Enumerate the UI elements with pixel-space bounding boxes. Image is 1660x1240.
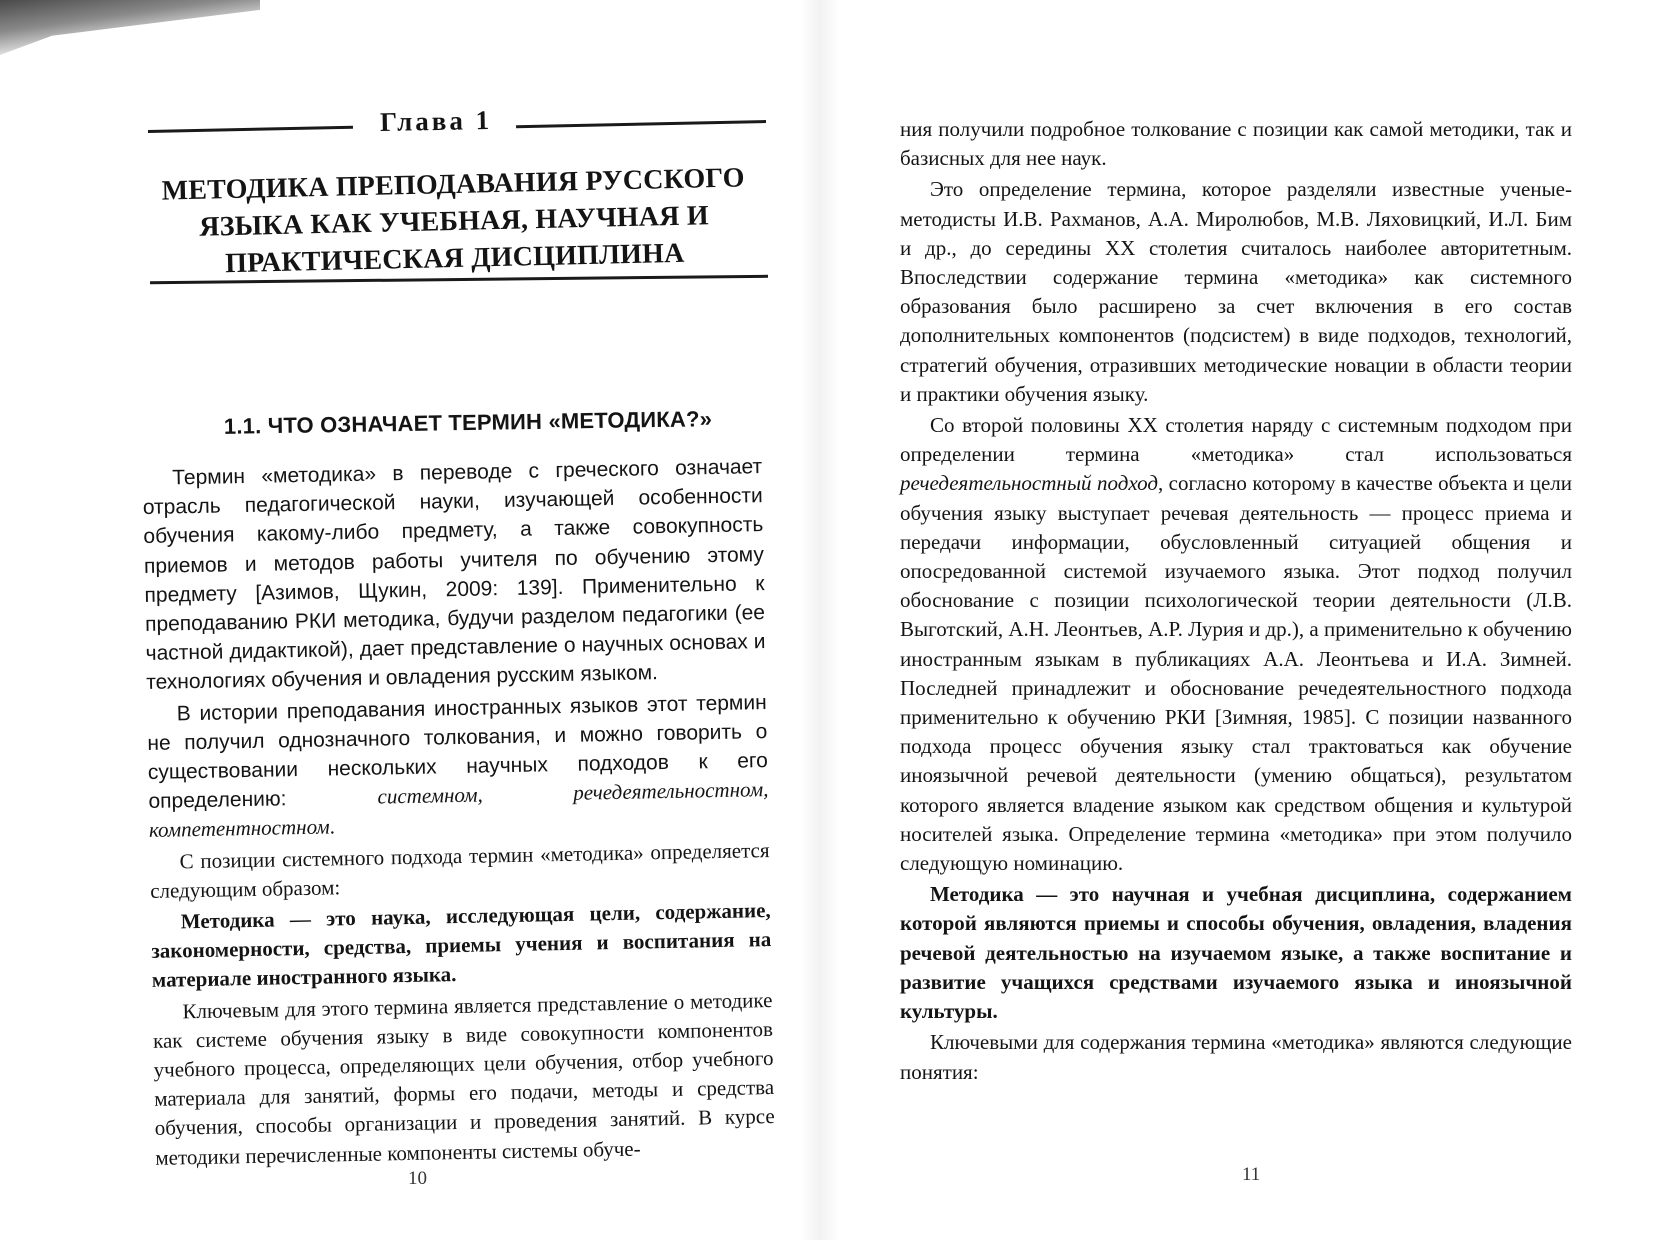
paragraph-text: В истории преподавания иностранных языков этот термин не получил однозначного толкования, и можно говорить о существовании нескольких научных подходов к его определению: — [147, 690, 769, 814]
paragraph: Ключевыми для содержания термина «методика» являются следующие понятия: — [900, 1030, 1572, 1084]
paragraph: Ключевым для этого термина является представление о методике как системе обучения языку в виде совокупности компонентов учебного процесса, определяющих цели обучения, отбор учебного материала для занятий, формы его подачи, методы и средства обучения, способы организации и проведения занятий. В курсе методики перечисленные компоненты системы обуче- — [152, 987, 775, 1170]
paragraph-text: . — [329, 814, 336, 839]
paragraph: С позиции системного подхода термин «методика» определяется следующим образом: — [149, 837, 770, 903]
paragraph-text: , согласно которому в качестве объекта и цели обучения языку выступает речевая деятельность — процесс приема и передачи информации, обусловленный ситуацией общения и опосредованной системой изучаемого языка. Этот подход получил обоснование с позиции психологической теории деятельности (Л.В. Выготский, А.Н. Леонтьев, А.Р. Лурия и др.), а применительно к обучению иностранным языкам в публикациях А.А. Леонтьева и И.А. Зимней. Последней принадлежит и обоснование речедеятельностного подхода применительно к обучению РКИ [Зимняя, 1985]. С позиции названного подхода процесс обучения языку стал трактоваться как обучение иноязычной речевой деятельности (умению общаться), результатом которого является владение языком как средством общения и культурой носителей языка. Определение термина «методика» при этом получило следующую номинацию. — [900, 471, 1572, 876]
page-number: 11 — [1242, 1164, 1261, 1185]
paragraph — [147, 688, 770, 846]
chapter-title: МЕТОДИКА ПРЕПОДАВАНИЯ РУССКОГО ЯЗЫКА КАК УЧЕБНАЯ, НАУЧНАЯ И ПРАКТИЧЕСКАЯ ДИСЦИПЛИНА — [161, 162, 746, 280]
paragraph: ния получили подробное толкование с позиции как самой методики, так и базисных для нее наук. — [900, 117, 1572, 171]
left-page-body — [142, 452, 776, 1175]
paragraph-text: Со второй половины XX столетия наряду с системным подходом при определении термина «методика» стал использоваться — [900, 413, 1572, 467]
right-page-body — [900, 115, 1572, 1089]
paragraph-italic: речедеятельностный подход — [900, 471, 1158, 496]
paragraph — [900, 411, 1572, 878]
book-gutter — [800, 0, 840, 1240]
paragraph: Термин «методика» в переводе с греческого означает отрасль педагогической науки, изучающей особенности обучения какому-либо предмету, а также совокупность приемов и методов работы учителя по обучению этому предмету [Азимов, Щукин, 2009: 139]. Применительно к преподаванию РКИ методика, будучи разделом педагогики (ее частной дидактикой), дает представление о научных основах и технологиях обучения и овладения русским языком. — [142, 455, 766, 695]
page-number: 10 — [408, 1168, 427, 1189]
paragraph-italic: системном, речедеятельностном, компетентностном — [148, 777, 769, 843]
definition-bold: Методика — это наука, исследующая цели, содержание, закономерности, средства, приемы учения и воспитания на материале иностранного языка. — [151, 898, 772, 993]
chapter-rule-left — [148, 126, 353, 133]
right-page — [900, 0, 1580, 1240]
left-page — [138, 0, 775, 1240]
chapter-label: Глава 1 — [379, 105, 493, 137]
chapter-rule-right — [516, 120, 766, 128]
paragraph: Это определение термина, которое разделяли известные ученые-методисты И.В. Рахманов, А.А. Миролюбов, М.В. Ляховицкий, И.Л. Бим и др., до середины XX столетия считалось наиболее авторитетным. Впоследствии содержание термина «методика» как системного образования было расширено за счет включения в его состав дополнительных компонентов (подсистем) в виде подходов, технологий, стратегий обучения, отразивших методические новации в области теории и практики обучения языку. — [900, 177, 1572, 406]
definition-bold: Методика — это научная и учебная дисциплина, содержанием которой являются приемы и способы обучения, овладения, владения речевой деятельностью на изучаемом языке, а также воспитание и развитие учащихся средствами изучаемого языка и иноязычной культуры. — [900, 882, 1572, 1024]
section-heading: 1.1. ЧТО ОЗНАЧАЕТ ТЕРМИН «МЕТОДИКА?» — [223, 406, 713, 439]
